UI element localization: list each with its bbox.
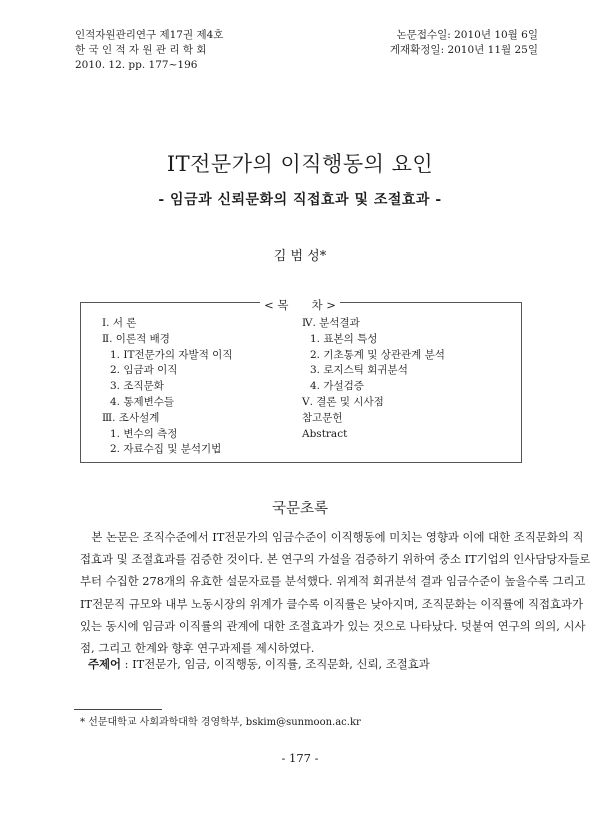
toc-subitem: 3. 조직문화	[110, 380, 164, 393]
abstract-line: 있는 동시에 임금과 이직률의 관계에 대한 조절효과가 있는 것으로 나타났다. 덧붙여 연구의 의의, 시사	[80, 618, 586, 633]
toc-right-column	[302, 316, 445, 442]
toc-subitem: 2. 기초통계 및 상관관계 분석	[310, 348, 445, 361]
author-footnote: * 선문대학교 사회과학대학 경영학부, bskim@sunmoon.ac.kr	[80, 717, 361, 728]
submission-dates	[390, 28, 538, 58]
toc-item: Ⅳ. 분석결과	[302, 317, 360, 329]
issue-pages: 2010. 12. pp. 177~196	[75, 59, 198, 71]
toc-subitem: 1. 변수의 측정	[110, 427, 178, 440]
abstract-line: 점, 그리고 한계와 향후 연구과제를 제시하였다.	[80, 641, 315, 656]
paper-subtitle: - 임금과 신뢰문화의 직접효과 및 조절효과 -	[158, 192, 442, 208]
received-date: 논문접수일: 2010년 10월 6일	[396, 29, 538, 41]
toc-subitem: 4. 가설검증	[310, 380, 364, 393]
page-number: - 177 -	[281, 751, 319, 765]
abstract-body	[80, 526, 591, 659]
toc-subitem: 2. 임금과 이직	[110, 364, 178, 377]
toc-left-column	[102, 316, 232, 458]
toc-heading	[0, 294, 600, 313]
footnote-rule	[74, 709, 162, 710]
toc-heading-label: < 목 차 >	[260, 298, 340, 312]
toc-subitem: 4. 통제변수들	[110, 395, 175, 408]
keywords	[88, 656, 430, 672]
toc-subitem: 3. 로지스틱 회귀분석	[310, 364, 408, 377]
author-name: 김 범 성*	[273, 249, 327, 264]
toc-item: Ⅴ. 결론 및 시사점	[302, 395, 384, 408]
abstract-line: 본 논문은 조직수준에서 IT전문가의 임금수준이 이직행동에 미치는 영향과 이에 대한 조직문화의 직	[80, 530, 584, 544]
paper-title: IT전문가의 이직행동의 요인	[166, 152, 434, 176]
toc-subitem: 2. 자료수집 및 분석기법	[110, 443, 222, 456]
toc-item: 참고문헌	[302, 411, 343, 424]
society-name: 한 국 인 적 자 원 관 리 학 회	[75, 44, 207, 56]
toc-item: Ⅲ. 조사설계	[102, 411, 160, 424]
accepted-date: 게재확정일: 2010년 11월 25일	[389, 44, 538, 56]
keywords-label: 주제어	[88, 657, 122, 671]
toc-item: Ⅰ. 서 론	[102, 317, 137, 329]
abstract-line: 접효과 및 조절효과를 검증한 것이다. 본 연구의 가설을 검증하기 위하여 중소 IT기업의 인사담당자들로	[80, 552, 591, 567]
toc-item: Ⅱ. 이론적 배경	[102, 332, 170, 345]
toc-subitem: 1. 표본의 특성	[310, 332, 378, 345]
keywords-list: : IT전문가, 임금, 이직행동, 이직률, 조직문화, 신뢰, 조절효과	[121, 657, 430, 671]
journal-name: 인적자원관리연구 제17권 제4호	[75, 29, 224, 41]
abstract-heading: 국문초록	[271, 501, 329, 517]
toc-subitem: 1. IT전문가의 자발적 이직	[110, 348, 233, 361]
journal-header	[75, 28, 223, 73]
abstract-line: IT전문직 규모와 내부 노동시장의 위계가 클수록 이직률은 낮아지며, 조직문화는 이직률에 직접효과가	[80, 596, 584, 611]
abstract-line: 부터 수집한 278개의 유효한 설문자료를 분석했다. 위계적 회귀분석 결과 임금수준이 높을수록 그리고	[80, 574, 586, 589]
toc-item: Abstract	[302, 427, 348, 440]
